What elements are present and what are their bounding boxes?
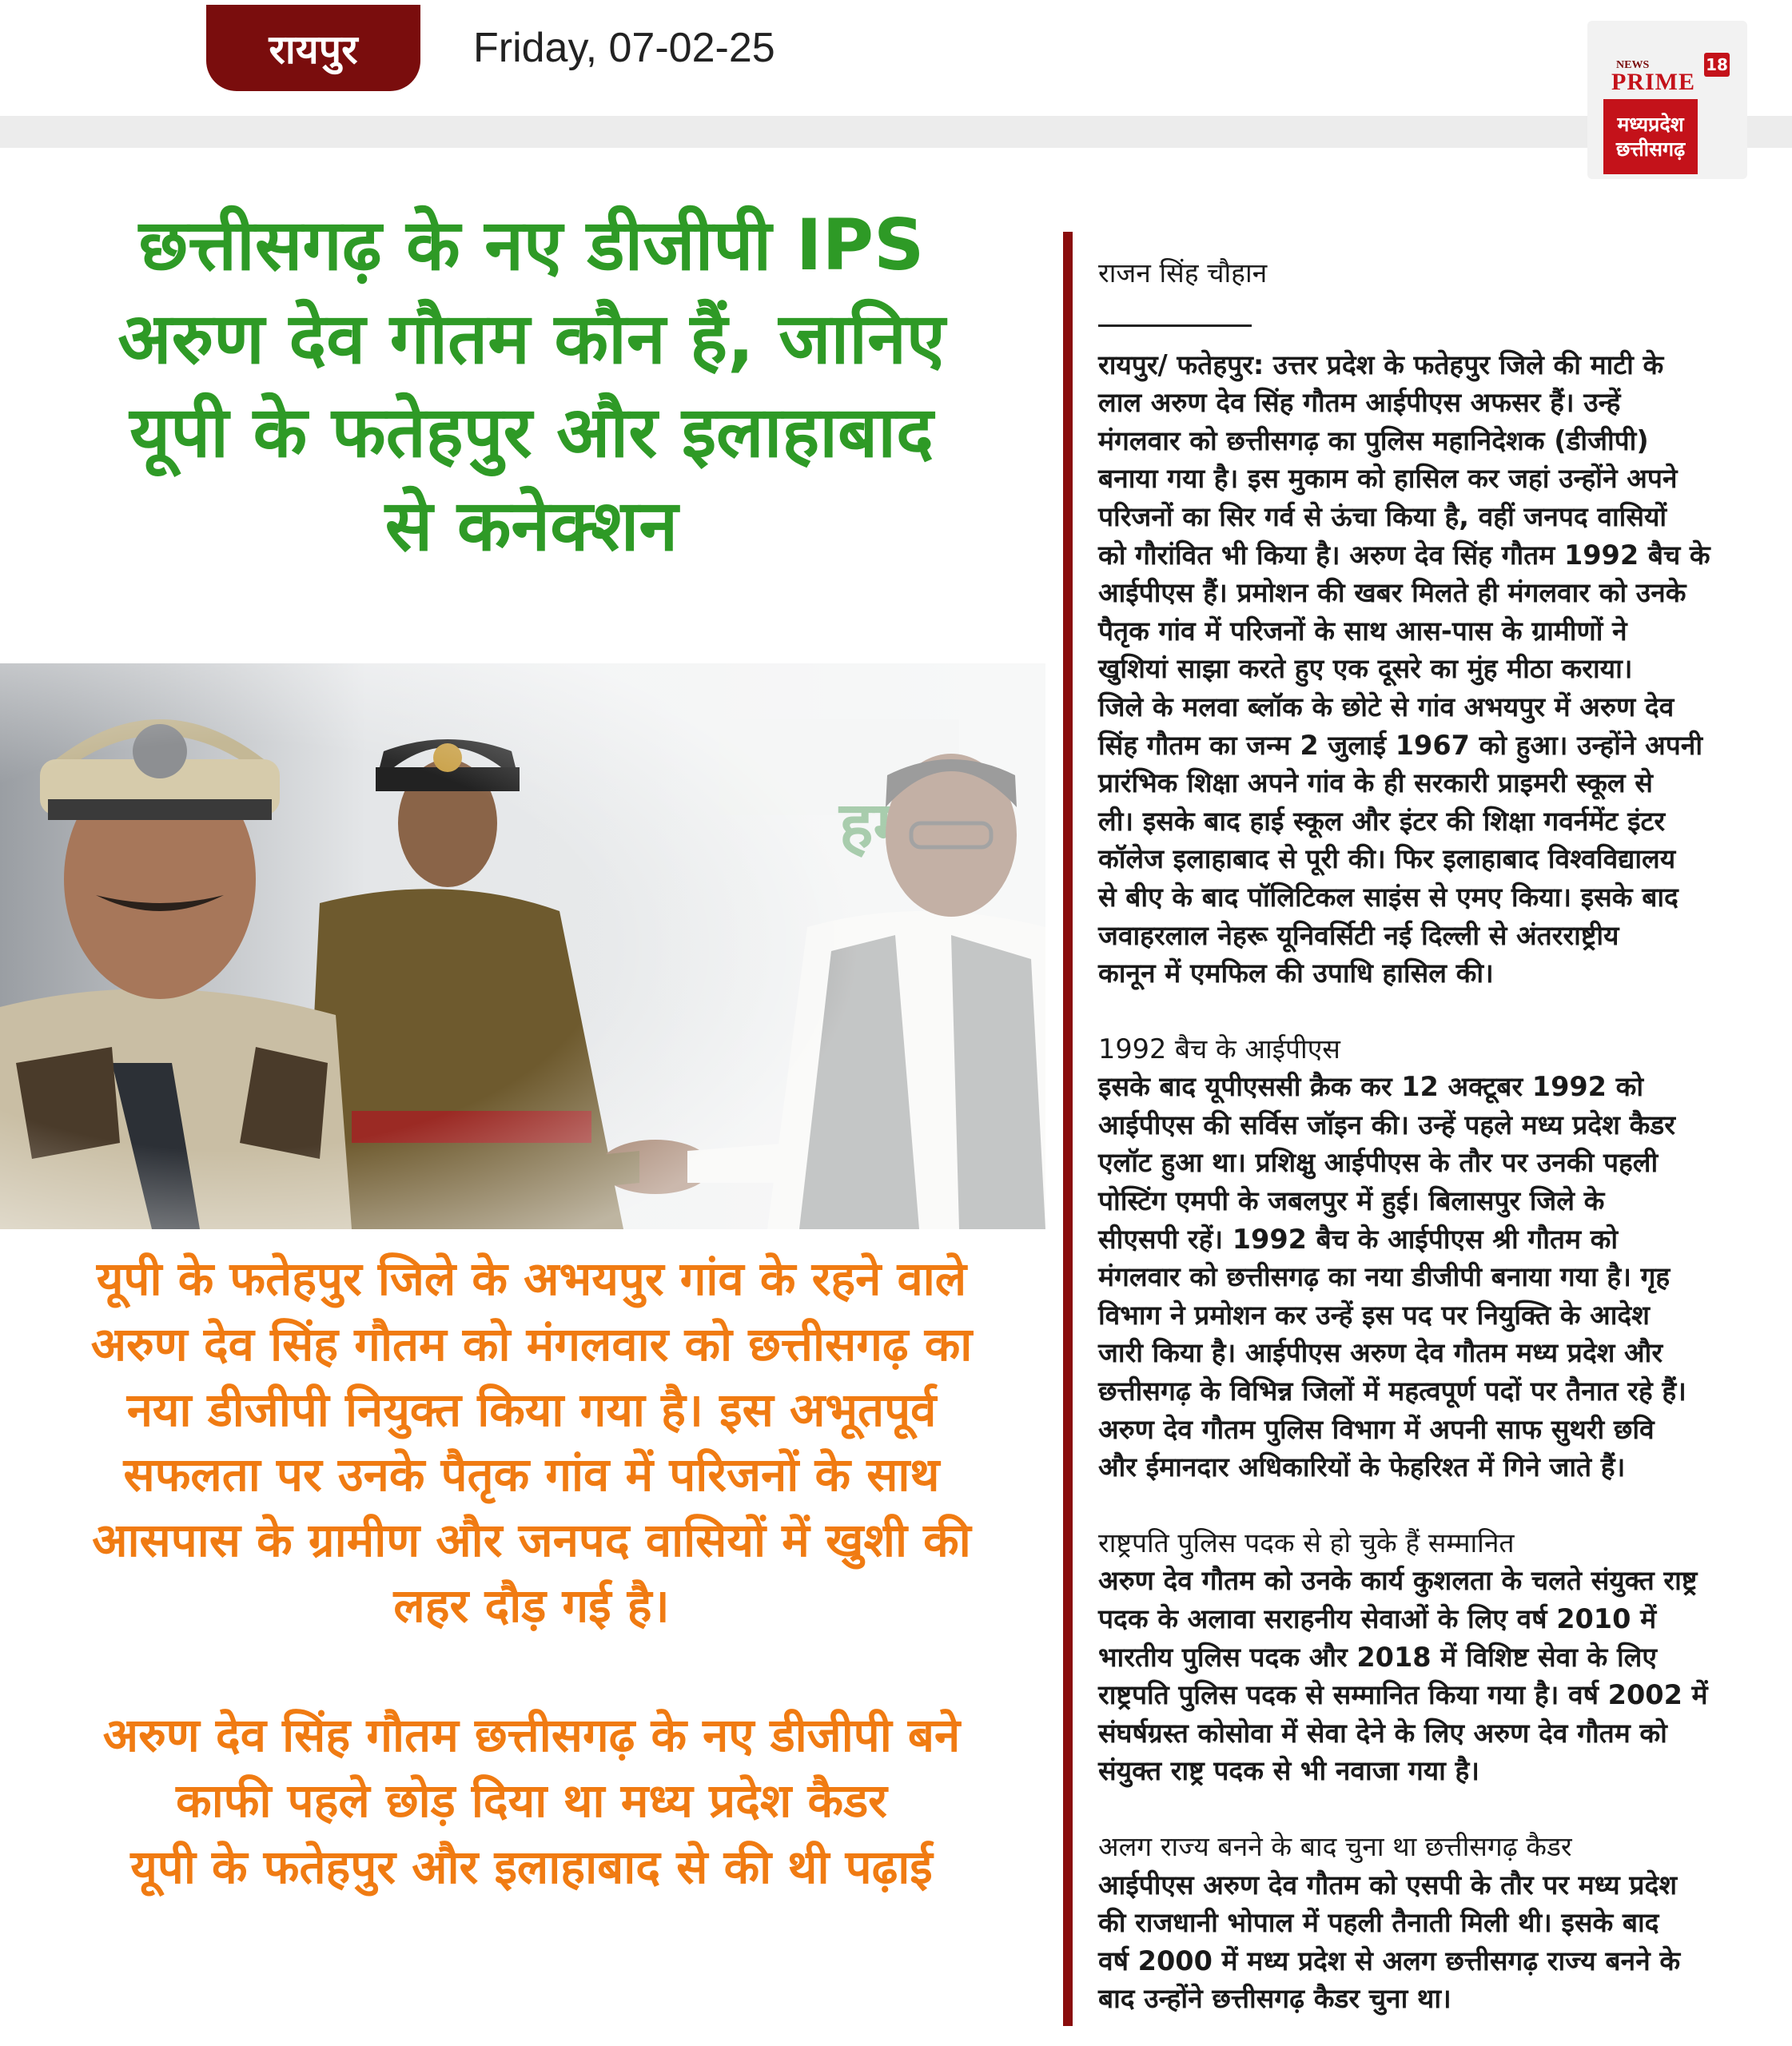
article-line: कानून में एमफिल की उपाधि हासिल की। [1098,957,1494,989]
article-line: मंगलवार को छत्तीसगढ़ का नया डीजीपी बनाया गया है। गृह [1098,1261,1671,1293]
article-line: अरुण देव गौतम को उनके कार्य कुशलता के चलते संयुक्त राष्ट्र [1098,1565,1698,1597]
article-line: एलॉट हुआ था। प्रशिक्षु आईपीएस के तौर पर उनकी पहली [1098,1147,1659,1179]
article-line: संयुक्त राष्ट्र पदक से भी नवाजा गया है। [1098,1755,1480,1787]
article-line: जारी किया है। आईपीएस अरुण देव गौतम मध्य प्रदेश और [1098,1337,1663,1369]
logo-region-box [1603,99,1698,174]
news-photo [0,663,1045,1229]
article-para-1 [1098,346,1762,993]
news18-logo[interactable] [1587,21,1747,179]
lead-paragraph [24,1247,1039,1639]
article-line: मंगलवार को छत्तीसगढ़ का पुलिस महानिदेशक (डीजीपी) [1098,424,1649,456]
article-line: वर्ष 2000 में मध्य प्रदेश से अलग छत्तीसगढ़ राज्य बनने के [1098,1944,1681,1976]
article-line: से बीए के बाद पॉलिटिकल साइंस से एमए किया। इसके बाद [1098,881,1679,913]
city-tab[interactable] [206,5,420,91]
article-line: राष्ट्रपति पुलिस पदक से सम्मानित किया गया है। वर्ष 2002 में [1098,1679,1708,1711]
article-line: परिजनों का सिर गर्व से ऊंचा किया है, वहीं जनपद वासियों [1098,500,1667,532]
article-line: सीएसपी रहें। 1992 बैच के आईपीएस श्री गौतम को [1098,1223,1619,1255]
lead-line: नया डीजीपी नियुक्त किया गया है। इस अभूतपूर्व [126,1382,937,1437]
article-line: सिंह गौतम का जन्म 2 जुलाई 1967 को हुआ। उन्होंने अपनी [1098,729,1703,761]
lead-line: यूपी के फतेहपुर जिले के अभयपुर गांव के रहने वाले [96,1252,967,1306]
subhead-line: काफी पहले छोड़ दिया था मध्य प्रदेश कैडर [176,1773,887,1829]
subhead-line: यूपी के फतेहपुर और इलाहाबाद से की थी पढ़ाई [130,1839,933,1894]
article-line: छत्तीसगढ़ के विभिन्न जिलों में महत्वपूर्ण पदों पर तैनात रहे हैं। [1098,1375,1686,1407]
article-line: पैतृक गांव में परिजनों के साथ आस-पास के ग्रामीणों ने [1098,615,1627,647]
lead-line: आसपास के ग्रामीण और जनपद वासियों में खुशी की [92,1513,971,1568]
byline: राजन सिंह चौहान [1098,257,1268,289]
article-line: इसके बाद यूपीएससी क्रैक कर 12 अक्टूबर 1992 को [1098,1071,1644,1103]
logo-news-text: NEWS [1616,59,1650,71]
logo-region-line2: छत्तीसगढ़ [1615,137,1686,161]
article-para-3 [1098,1562,1762,1790]
article-line: जवाहरलाल नेहरू यूनिवर्सिटी नई दिल्ली से अंतरराष्ट्रीय [1098,919,1619,951]
section-heading: अलग राज्य बनने के बाद चुना था छत्तीसगढ़ कैडर [1098,1830,1572,1862]
article-line: आईपीएस हैं। प्रमोशन की खबर मिलते ही मंगलवार को उनके [1098,577,1686,609]
subhead-line: अरुण देव सिंह गौतम छत्तीसगढ़ के नए डीजीपी बने [102,1708,961,1762]
article-line: आईपीएस की सर्विस जॉइन की। उन्हें पहले मध्य प्रदेश कैडर [1098,1109,1675,1140]
para-gap [1098,1487,1762,1524]
headline-line: अरुण देव गौतम कौन हैं, जानिए [117,297,946,380]
article-line: बनाया गया है। इस मुकाम को हासिल कर जहां उन्होंने अपने [1098,463,1678,495]
article-line: की राजधानी भोपाल में पहली तैनाती मिली थी। इसके बाद [1098,1907,1659,1939]
article-para-2 [1098,1068,1762,1487]
article-line: प्रारंभिक शिक्षा अपने गांव के ही सरकारी प्राइमरी स्कूल से [1098,767,1653,799]
article-line: कॉलेज इलाहाबाद से पूरी की। फिर इलाहाबाद विश्वविद्यालय [1098,843,1676,875]
lead-line: लहर दौड़ गई है। [393,1578,670,1633]
para-gap [1098,993,1762,1030]
lead-line: अरुण देव सिंह गौतम को मंगलवार को छत्तीसगढ़ का [90,1316,973,1371]
logo-prime-text: PRIME [1611,69,1695,95]
masthead-strip [0,116,1792,148]
byline-rule [1098,324,1252,327]
article-line: रायपुर/ फतेहपुर: उत्तर प्रदेश के फतेहपुर जिले की माटी के [1098,348,1664,380]
lead-line: सफलता पर उनके पैतृक गांव में परिजनों के साथ [123,1447,940,1503]
masthead [0,0,1792,152]
headline [16,198,1047,572]
article-line: बाद उन्होंने छत्तीसगढ़ कैडर चुना था। [1098,1983,1452,2015]
headline-line: छत्तीसगढ़ के नए डीजीपी IPS [138,204,925,286]
column-divider [1063,232,1073,2026]
article-line: अरुण देव गौतम पुलिस विभाग में अपनी साफ सुथरी छवि [1098,1413,1655,1445]
article-line: भारतीय पुलिस पदक और 2018 में विशिष्ट सेवा के लिए [1098,1641,1657,1673]
article-line: खुशियां साझा करते हुए एक दूसरे का मुंह मीठा कराया। [1098,653,1633,685]
photo-illustration [0,663,1045,1229]
logo-region-line1: मध्यप्रदेश [1617,112,1684,136]
article-line: विभाग ने प्रमोशन कर उन्हें इस पद पर नियुक्ति के आदेश [1098,1299,1650,1331]
article-para-4 [1098,1866,1762,2018]
city-label: रायपुर [269,26,358,73]
article-line: को गौरांवित भी किया है। अरुण देव सिंह गौतम 1992 बैच के [1098,539,1710,571]
para-gap [1098,1790,1762,1828]
article-line: संघर्षग्रस्त कोसोवा में सेवा देने के लिए अरुण देव गौतम को [1098,1717,1667,1749]
logo-18-badge: 18 [1704,53,1730,77]
highlight-subheads [24,1702,1039,1900]
section-heading: 1992 बैच के आईपीएस [1098,1033,1340,1065]
article-column [1098,254,1762,2018]
article-line: और ईमानदार अधिकारियों के फेहरिश्त में गिने जाते हैं। [1098,1451,1626,1483]
headline-line: से कनेक्शन [384,484,679,567]
headline-line: यूपी के फतेहपुर और इलाहाबाद [129,391,934,474]
article-line: ली। इसके बाद हाई स्कूल और इंटर की शिक्षा गवर्नमेंट इंटर [1098,805,1666,837]
article-line: पदक के अलावा सराहनीय सेवाओं के लिए वर्ष 2010 में [1098,1603,1657,1634]
section-heading: राष्ट्रपति पुलिस पदक से हो चुके हैं सम्मानित [1098,1527,1515,1558]
article-line: जिले के मलवा ब्लॉक के छोटे से गांव अभयपुर में अरुण देव [1098,691,1675,722]
article-line: आईपीएस अरुण देव गौतम को एसपी के तौर पर मध्य प्रदेश [1098,1869,1678,1901]
article-line: लाल अरुण देव सिंह गौतम आईपीएस अफसर हैं। उन्हें [1098,387,1621,419]
issue-date: Friday, 07-02-25 [473,25,775,71]
article-line: पोस्टिंग एमपी के जबलपुर में हुई। बिलासपुर जिले के [1098,1185,1605,1217]
